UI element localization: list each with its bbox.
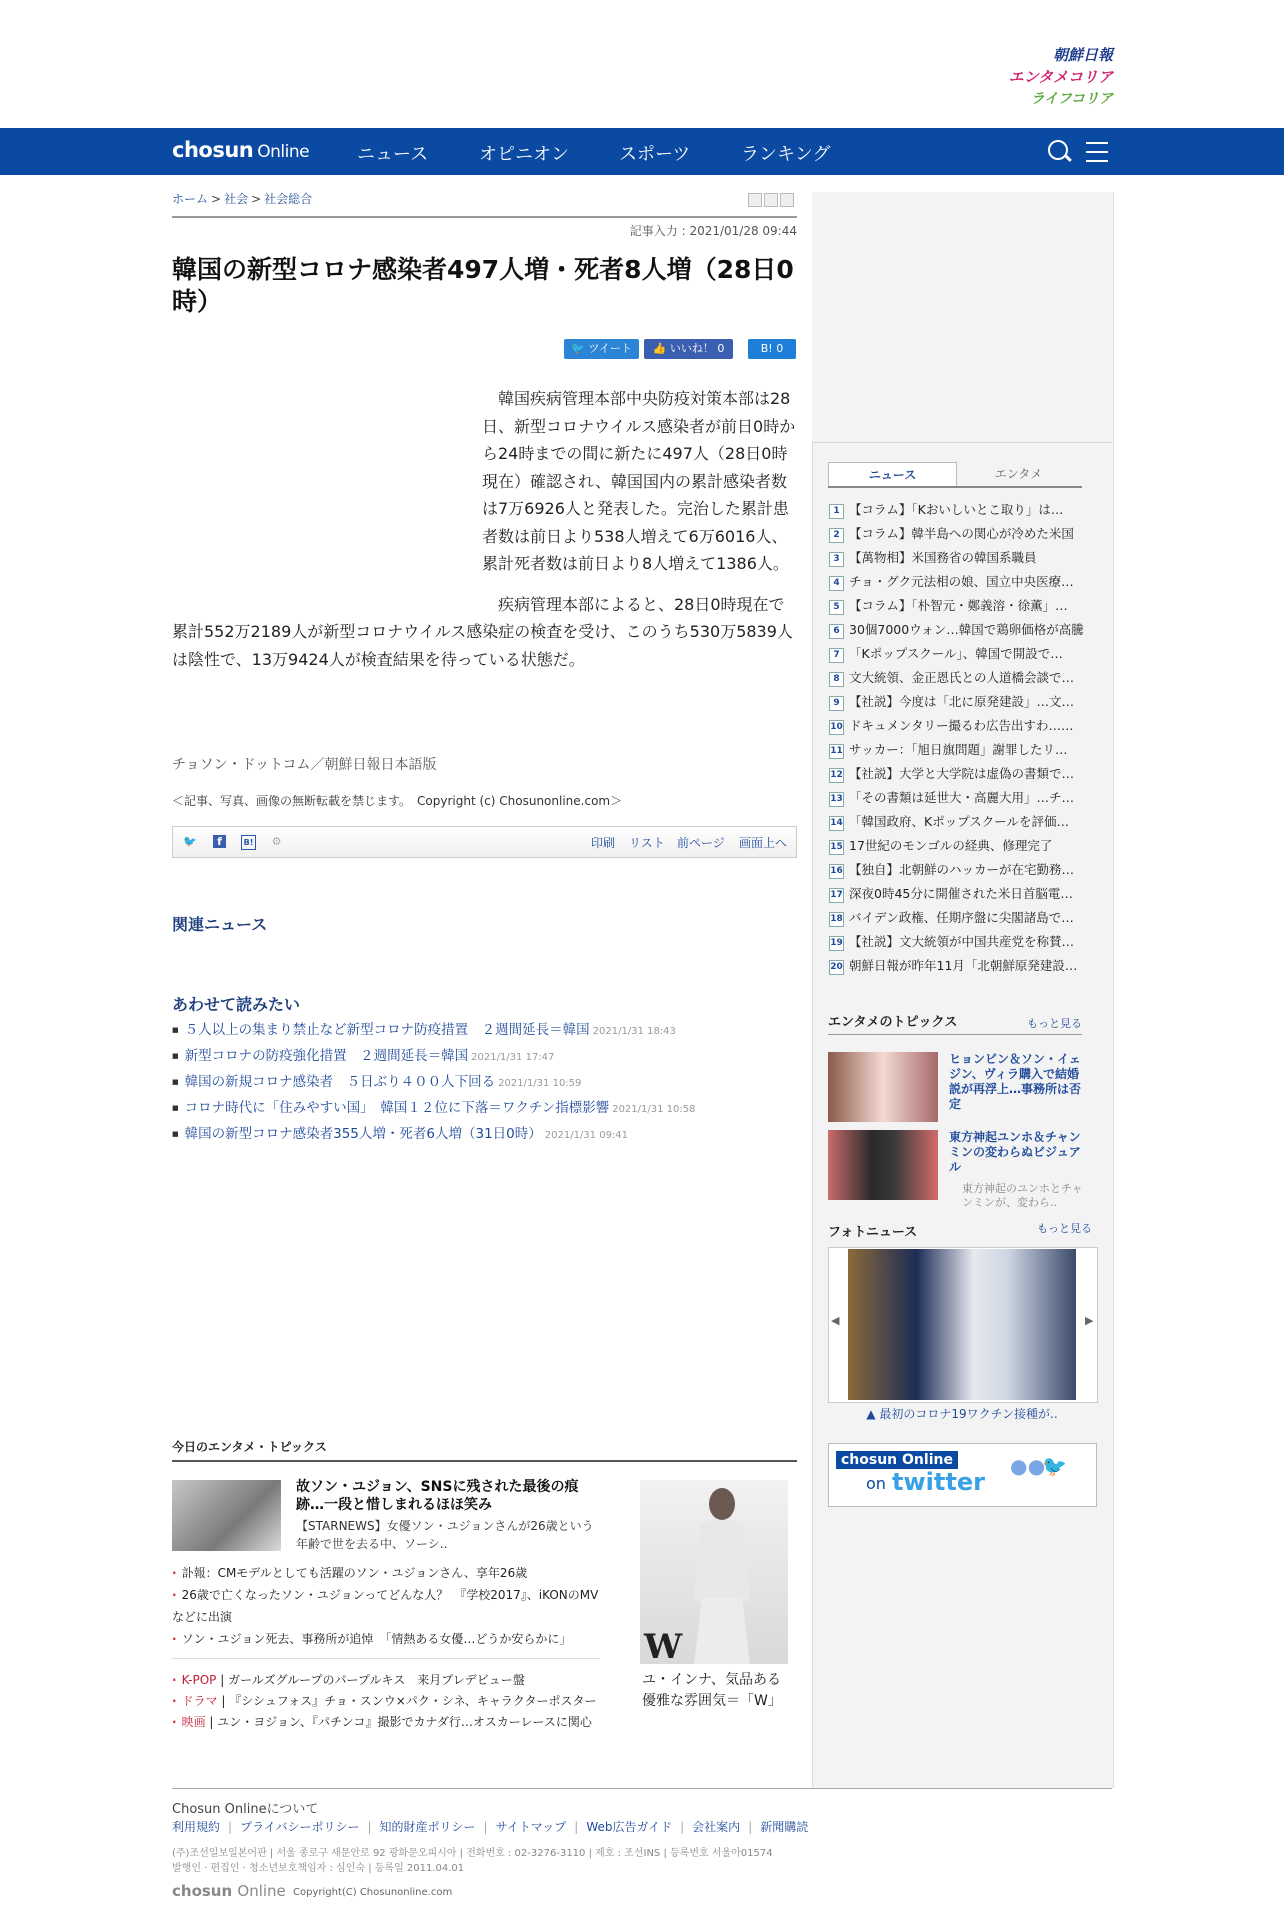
list-link[interactable]: リスト	[629, 836, 665, 850]
sidebar-ad-slot	[812, 192, 1112, 443]
footer-link[interactable]: 会社案内	[692, 1820, 741, 1834]
article-tools	[746, 192, 794, 211]
hatena-icon[interactable]: B!	[241, 835, 256, 850]
list-item[interactable]: · 訃報：CMモデルとしても活躍のソン・ユジョンさん、享年26歳	[172, 1562, 602, 1584]
enta-category-list	[172, 1670, 622, 1733]
list-item[interactable]: ■ ５人以上の集まり禁止など新型コロナ防疫措置 ２週間延長＝韓国 2021/1/31 18:43	[172, 1018, 695, 1044]
article-title: 韓国の新型コロナ感染者497人増・死者8人増（28日0時）	[172, 255, 794, 316]
ranking-item[interactable]: 4 チョ・グク元法相の娘、国立中央医療…	[829, 570, 1084, 594]
nav-sports[interactable]: スポーツ	[619, 144, 691, 165]
enta-today-title: 今日のエンタメ・トピックス	[172, 1440, 327, 1454]
rank-number: 12	[829, 768, 844, 783]
rank-number: 7	[829, 648, 844, 663]
divider	[172, 216, 797, 218]
ranking-item[interactable]: 17 深夜0時45分に開催された米日首脳電…	[830, 886, 1073, 901]
list-item[interactable]: · 映画 | ユン・ヨジョン、『パチンコ』撮影でカナダ行…オスカーレースに関心	[172, 1712, 622, 1733]
rank-number: 18	[829, 912, 844, 927]
list-item[interactable]: · K-POP | ガールズグループのパープルキス 来月プレデビュー盤	[172, 1670, 622, 1691]
footer-links: 利用規約 | プライバシーポリシー | 知的財産ポリシー | サイトマップ | Web広告ガイド | 会社案内 | 新聞購読	[172, 1820, 809, 1834]
w-magazine-photo[interactable]	[640, 1480, 788, 1664]
enta-topic-summary: 東方神起のユンホとチャンミンが、変わら..	[962, 1182, 1083, 1209]
tweet-button[interactable]: 🐦 ツイート	[564, 339, 639, 359]
enta-lead-summary: 【STARNEWS】女優ソン・ユジョンさんが26歳という年齢で世を去る中、ソーシ..	[296, 1519, 594, 1551]
footer-link[interactable]: プライバシーポリシー	[240, 1820, 360, 1834]
ranking-item[interactable]: 7 「Kポップスクール」、韓国で開設で…	[829, 642, 1084, 666]
article-paragraph: 韓国疾病管理本部中央防疫対策本部は28日、新型コロナウイルス感染者が前日0時から24時までの間に新たに497人（28日0時現在）確認され、韓国国内の累計感染者数は7万6926人と発表した。完治した累計患者数は前日より538人増えて6万6016人、累計死者数は前日より8人増えて1386人。	[482, 389, 796, 573]
list-item[interactable]: ■ コロナ時代に「住みやすい国」 韓国１２位に下落＝ワクチン指標影響 2021/1/31 10:58	[172, 1096, 695, 1122]
enta-related-list	[172, 1562, 602, 1650]
read-more-list	[172, 1018, 695, 1148]
ranking-item[interactable]: 9 【社説】今度は「北に原発建設」…文…	[829, 690, 1084, 714]
site-logo[interactable]: chosun Online	[172, 138, 310, 162]
list-item[interactable]: ■ 韓国の新型コロナ感染者355人増・死者6人増（31日0時） 2021/1/31 09:41	[172, 1122, 695, 1148]
list-item[interactable]: ■ 韓国の新規コロナ感染者 ５日ぶり４００人下回る 2021/1/31 10:59	[172, 1070, 695, 1096]
ranking-item[interactable]: 8 文大統領、金正恩氏との人道橋会談で…	[829, 666, 1084, 690]
ranking-item[interactable]: 16 【独自】北朝鮮のハッカーが在宅勤務…	[830, 862, 1075, 877]
font-large-icon[interactable]	[764, 193, 778, 207]
rank-number: 10	[829, 720, 844, 735]
footer-logo: chosun Online	[172, 1882, 286, 1900]
rank-number: 4	[829, 576, 844, 591]
ranking-item[interactable]: 6 30個7000ウォン…韓国で鶏卵価格が高騰	[829, 618, 1084, 642]
ranking-tabs	[828, 462, 1082, 486]
hatena-button[interactable]: B! 0	[748, 339, 796, 359]
photo-news-title: フォトニュース	[828, 1225, 918, 1240]
footer-link[interactable]: サイトマップ	[495, 1820, 567, 1834]
facebook-icon[interactable]: f	[213, 835, 226, 848]
rank-number: 13	[829, 792, 844, 807]
enta-korea-logo[interactable]: エンタメコリア	[1008, 68, 1113, 86]
divider	[828, 486, 1082, 488]
enta-topic-title[interactable]: 東方神起ユンホ＆チャンミンの変わらぬビジュアル	[949, 1130, 1081, 1174]
rank-number: 8	[829, 672, 844, 687]
footer-link[interactable]: 知的財産ポリシー	[379, 1820, 476, 1834]
list-item[interactable]: ■ 新型コロナの防疫強化措置 ２週間延長＝韓国 2021/1/31 17:47	[172, 1044, 695, 1070]
article-toolbar	[172, 826, 797, 858]
related-news-title: 関連ニュース	[172, 915, 268, 934]
ranking-item[interactable]: 12 【社説】大学と大学院は虚偽の書類で…	[830, 766, 1075, 781]
ranking-item[interactable]: 3 【萬物相】米国務省の韓国系職員	[829, 546, 1084, 570]
tab-enta[interactable]: エンタメ	[955, 462, 1082, 487]
list-item[interactable]: · ドラマ | 『シシュフォス』チョ・スンウ×パク・シネ、キャラクターポスター	[172, 1691, 622, 1712]
article-photo-slot	[172, 385, 482, 615]
rank-number: 19	[829, 936, 844, 951]
rank-number: 5	[829, 600, 844, 615]
previous-page-link[interactable]: 前ページ	[677, 836, 725, 850]
read-more-title: あわせて読みたい	[172, 995, 301, 1014]
enta-topic-thumbnail[interactable]	[828, 1052, 938, 1122]
back-icon[interactable]	[780, 193, 794, 207]
article-paragraph: 疾病管理本部によると、28日0時現在で累計552万2189人が新型コロナウイルス感染症の検査を受け、このうち530万5839人は陰性で、13万9424人が検査結果を待っている状態だ。	[172, 594, 793, 669]
enta-lead-thumbnail[interactable]	[172, 1480, 281, 1551]
bookmark-icon[interactable]: ⚙	[271, 835, 282, 848]
search-icon[interactable]	[1048, 140, 1068, 160]
enta-topic-thumbnail[interactable]	[828, 1130, 938, 1200]
footer-about[interactable]: Chosun Onlineについて	[172, 1802, 319, 1817]
print-link[interactable]: 印刷	[591, 836, 616, 850]
divider	[828, 1034, 1082, 1035]
tab-news[interactable]: ニュース	[828, 462, 957, 487]
rank-number: 3	[829, 552, 844, 567]
rank-number: 1	[829, 504, 844, 519]
breadcrumb-society[interactable]: 社会	[224, 192, 249, 206]
article-body	[172, 385, 797, 686]
ranking-item[interactable]: 19 【社説】文大統領が中国共産党を称賛…	[830, 934, 1075, 949]
next-arrow-icon[interactable]: ▶	[1085, 1314, 1094, 1327]
prev-arrow-icon[interactable]: ◀	[831, 1314, 840, 1327]
rank-number: 6	[829, 624, 844, 639]
nav-opinion[interactable]: オピニオン	[479, 144, 569, 165]
byline: チョソン・ドットコム／朝鮮日報日本語版	[172, 757, 437, 773]
enta-topics-title: エンタメのトピックス	[828, 1015, 958, 1030]
footer-link[interactable]: 新聞購読	[760, 1820, 809, 1834]
ranking-item[interactable]: 5 【コラム】「朴智元・鄭義溶・徐薫」…	[829, 594, 1084, 618]
twitter-bird-icon: ● ●🐦	[1010, 1454, 1065, 1478]
rank-number: 11	[829, 744, 844, 759]
enta-more-link[interactable]: もっと見る	[1027, 1017, 1082, 1030]
divider	[172, 1460, 797, 1462]
like-button[interactable]: 👍 いいね！ 0	[644, 339, 733, 359]
ranking-item[interactable]: 14 「韓国政府、Kポップスクールを評価…	[830, 814, 1069, 829]
ranking-item[interactable]: 13 「その書類は延世大・高麗大用」…チ…	[830, 790, 1075, 805]
ranking-list	[829, 498, 1084, 978]
copyright-notice: ＜記事、写真、画像の無断転載を禁じます。 Copyright (c) Chosunonline.com＞	[172, 794, 623, 808]
footer-info: (주)조선일보일본어판 | 서울 종로구 새문안로 92 광화문오피시아 | 전화번호 : 02-3276-3110 | 제호 : 조선INS | 등록번호 서울아01574 발행인 · 편집인 · 청소년보호책임자 : 심인숙 | 등록일 2011.04.01	[172, 1848, 773, 1874]
twitter-banner-on: on	[866, 1474, 886, 1493]
photo-news-caption[interactable]: ▲ 最初のコロナ19ワクチン接種が..	[866, 1407, 1058, 1421]
rank-number: 2	[829, 528, 844, 543]
w-logo: W	[644, 1627, 683, 1664]
rank-number: 14	[829, 816, 844, 831]
twitter-banner-logo: chosun Online	[836, 1451, 958, 1469]
list-item[interactable]: · 26歳で亡くなったソン・ユジョンってどんな人？ 『学校2017』、iKONのMVなどに出演	[172, 1584, 602, 1628]
model-figure	[640, 1480, 788, 1664]
ranking-item[interactable]: 18 バイデン政権、任期序盤に尖閣諸島で…	[830, 910, 1074, 925]
ranking-item[interactable]: 2 【コラム】韓半島への関心が冷めた米国	[829, 522, 1084, 546]
w-photo-caption[interactable]: ユ・インナ、気品ある優雅な雰囲気＝「W」	[642, 1672, 782, 1709]
breadcrumb-society-general[interactable]: 社会総合	[264, 192, 313, 206]
divider	[172, 1788, 1112, 1789]
ranking-item[interactable]: 15 17世紀のモンゴルの経典、修理完了	[830, 838, 1053, 853]
breadcrumb: ホーム > 社会 > 社会総合	[172, 192, 313, 206]
life-korea-logo[interactable]: ライフコリア	[1030, 91, 1113, 107]
article-date: 記事入力 : 2021/01/28 09:44	[629, 224, 797, 238]
rank-number: 15	[829, 840, 844, 855]
chosun-ilbo-logo[interactable]: 朝鮮日報	[1052, 46, 1113, 64]
ranking-item[interactable]: 11 サッカー：「旭日旗問題」謝罪したリ…	[830, 742, 1068, 757]
ranking-item[interactable]: 10 ドキュメンタリー撮るわ広告出すわ……	[830, 718, 1074, 733]
ranking-item[interactable]: 1 【コラム】「Kおいしいとこ取り」は…	[829, 498, 1084, 522]
photo-more-link[interactable]: もっと見る	[1037, 1222, 1092, 1235]
nav-news[interactable]: ニュース	[357, 144, 429, 165]
footer-link[interactable]: 利用規約	[172, 1820, 221, 1834]
twitter-icon[interactable]: 🐦	[183, 835, 197, 848]
list-item[interactable]: · ソン・ユジョン死去、事務所が追悼 「情熱ある女優…どうか安らかに」	[172, 1628, 602, 1650]
breadcrumb-home[interactable]: ホーム	[172, 192, 209, 206]
photo-news-image[interactable]	[848, 1249, 1076, 1400]
footer-copyright: Copyright(C) Chosunonline.com	[293, 1887, 453, 1898]
enta-topic-title[interactable]: ヒョンビン＆ソン・イェジン、ヴィラ購入で結婚説が再浮上…事務所は否定	[949, 1052, 1082, 1111]
nav-ranking[interactable]: ランキング	[741, 144, 831, 165]
rank-number: 16	[829, 864, 844, 879]
rank-number: 20	[829, 960, 844, 975]
ranking-item[interactable]: 20 朝鮮日報が昨年11月「北朝鮮原発建設…	[830, 958, 1078, 973]
main-nav	[0, 128, 1284, 175]
rank-number: 17	[829, 888, 844, 903]
enta-lead-title[interactable]: 故ソン・ユジョン、SNSに残された最後の痕跡…一段と惜しまれるほほ笑み	[296, 1479, 579, 1513]
divider	[172, 1658, 600, 1659]
font-small-icon[interactable]	[748, 193, 762, 207]
rank-number: 9	[829, 696, 844, 711]
twitter-banner-word: twitter	[892, 1468, 985, 1496]
hamburger-menu-icon[interactable]	[1086, 142, 1108, 169]
page-top-link[interactable]: 画面上へ	[739, 836, 788, 850]
footer-link[interactable]: Web広告ガイド	[586, 1820, 673, 1834]
brand-logos	[978, 44, 1113, 110]
